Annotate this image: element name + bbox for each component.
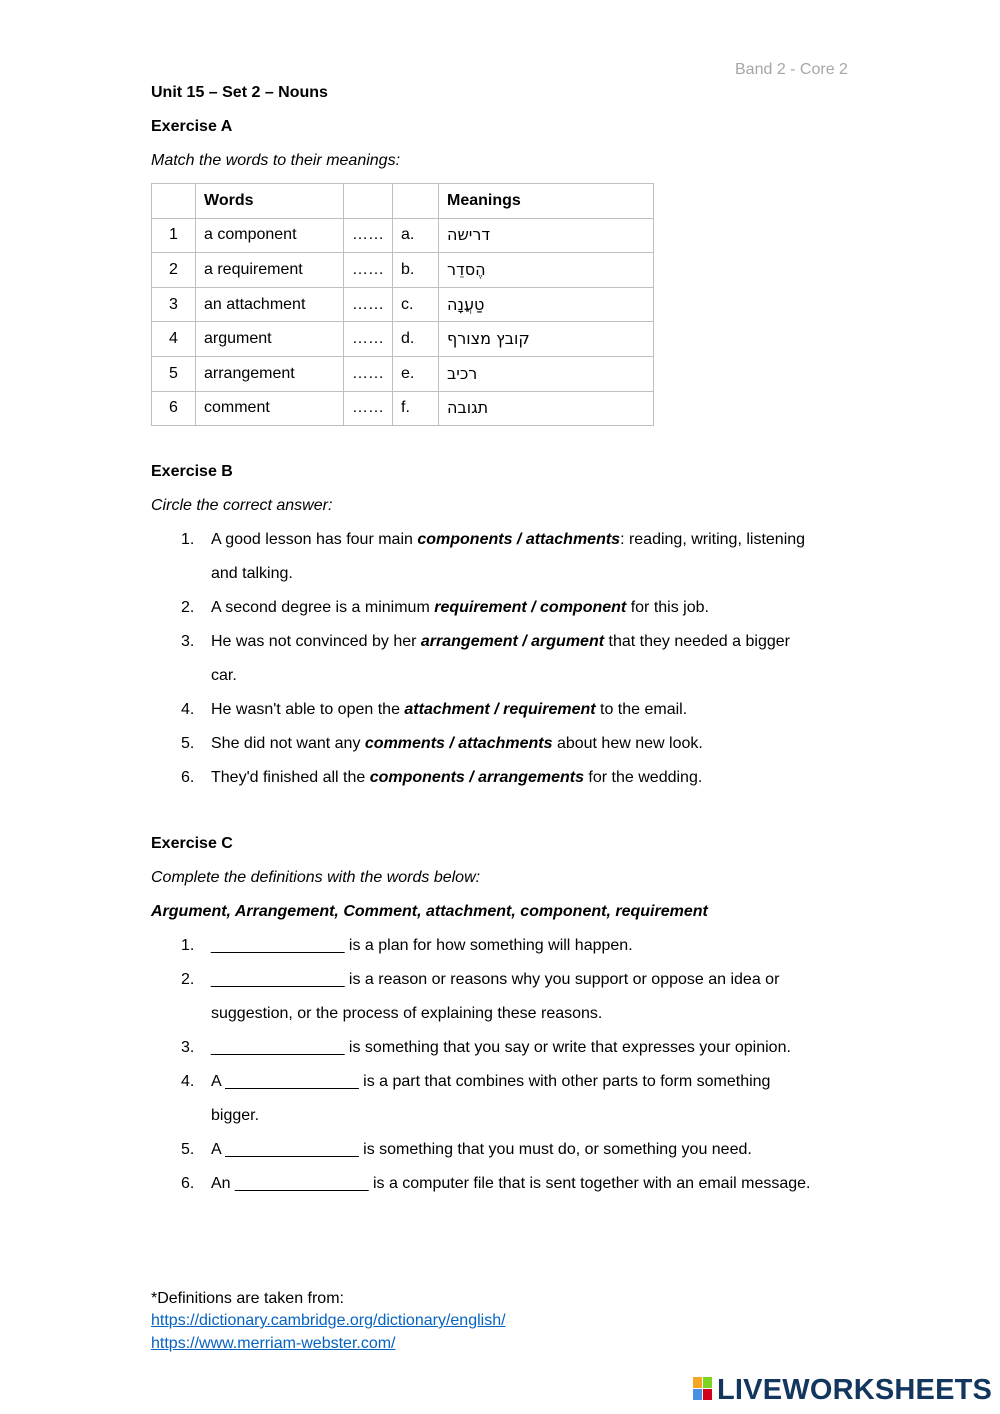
- answer-choice[interactable]: comments / attachments: [364, 735, 553, 752]
- row-letter: d.: [393, 322, 439, 357]
- liveworksheets-logo-icon: [693, 1377, 712, 1401]
- exercise-b-list: [151, 523, 871, 795]
- table-header-row: [152, 184, 654, 219]
- footer-note: *Definitions are taken from:: [151, 1290, 344, 1307]
- answer-blank[interactable]: ……: [344, 356, 393, 391]
- row-word: a component: [196, 218, 344, 253]
- cambridge-link[interactable]: https://dictionary.cambridge.org/dictionary/english/: [151, 1312, 506, 1329]
- row-letter: a.: [393, 218, 439, 253]
- answer-choice[interactable]: components / arrangements: [369, 769, 584, 786]
- row-meaning: הֶסדֵר: [447, 259, 486, 279]
- list-item[interactable]: 4. A _______________ is a part that combines with other parts to form something bigger.: [181, 1073, 771, 1124]
- table-row: [152, 356, 654, 391]
- table-row: [152, 391, 654, 426]
- answer-blank[interactable]: ……: [344, 218, 393, 253]
- list-item: 6. They'd finished all the components / arrangements for the wedding.: [181, 769, 703, 786]
- row-meaning: תגובה: [447, 398, 489, 418]
- page-title: Unit 15 – Set 2 – Nouns: [151, 84, 328, 101]
- band-label: Band 2 - Core 2: [735, 61, 848, 78]
- list-item: 1. A good lesson has four main components / attachments: reading, writing, listening and talking.: [181, 531, 806, 582]
- row-meaning: קובץ מצורף: [447, 329, 530, 349]
- row-word: a requirement: [196, 253, 344, 288]
- exercise-c-list: [151, 929, 871, 1201]
- row-number: 3: [152, 287, 196, 322]
- list-item[interactable]: 2. _______________ is a reason or reasons why you support or oppose an idea or suggestion, or the process of explaining these reasons.: [181, 971, 780, 1022]
- row-letter: e.: [393, 356, 439, 391]
- row-word: argument: [196, 322, 344, 357]
- list-item: 3. He was not convinced by her arrangement / argument that they needed a bigger car.: [181, 633, 790, 684]
- row-letter: b.: [393, 253, 439, 288]
- answer-choice[interactable]: arrangement / argument: [420, 633, 605, 650]
- row-number: 6: [152, 391, 196, 426]
- exercise-c-heading: Exercise C: [151, 835, 233, 852]
- merriam-webster-link[interactable]: https://www.merriam-webster.com/: [151, 1335, 396, 1352]
- liveworksheets-brand[interactable]: LIVEWORKSHEETS: [717, 1374, 993, 1406]
- list-item: 4. He wasn't able to open the attachment / requirement to the email.: [181, 701, 688, 718]
- row-letter: c.: [393, 287, 439, 322]
- answer-choice[interactable]: attachment / requirement: [404, 701, 596, 718]
- answer-blank[interactable]: ……: [344, 391, 393, 426]
- table-row: [152, 218, 654, 253]
- row-number: 5: [152, 356, 196, 391]
- list-item: 2. A second degree is a minimum requirement / component for this job.: [181, 599, 709, 616]
- row-word: an attachment: [196, 287, 344, 322]
- list-item: 5. She did not want any comments / attachments about hew new look.: [181, 735, 703, 752]
- list-item[interactable]: 3. _______________ is something that you say or write that expresses your opinion.: [181, 1039, 791, 1056]
- exercise-b-heading: Exercise B: [151, 463, 233, 480]
- row-meaning: דרישה: [447, 225, 491, 245]
- row-number: 1: [152, 218, 196, 253]
- table-row: [152, 253, 654, 288]
- row-number: 4: [152, 322, 196, 357]
- matching-table: [151, 183, 654, 426]
- row-word: comment: [196, 391, 344, 426]
- row-number: 2: [152, 253, 196, 288]
- col-meanings: Meanings: [439, 184, 654, 219]
- table-row: [152, 322, 654, 357]
- row-letter: f.: [393, 391, 439, 426]
- answer-choice[interactable]: requirement / component: [434, 599, 627, 616]
- answer-choice[interactable]: components / attachments: [417, 531, 621, 548]
- row-word: arrangement: [196, 356, 344, 391]
- exercise-a-instruction: Match the words to their meanings:: [151, 152, 401, 169]
- col-words: Words: [196, 184, 344, 219]
- exercise-b-instruction: Circle the correct answer:: [151, 497, 333, 514]
- answer-blank[interactable]: ……: [344, 287, 393, 322]
- table-row: [152, 287, 654, 322]
- row-meaning: רכיב: [447, 363, 478, 383]
- word-bank: Argument, Arrangement, Comment, attachment, component, requirement: [151, 903, 708, 920]
- answer-blank[interactable]: ……: [344, 253, 393, 288]
- answer-blank[interactable]: ……: [344, 322, 393, 357]
- row-meaning: טַעֲנָה: [447, 294, 485, 314]
- exercise-c-instruction: Complete the definitions with the words below:: [151, 869, 481, 886]
- list-item[interactable]: 6. An _______________ is a computer file that is sent together with an email message.: [181, 1175, 811, 1192]
- list-item[interactable]: 1. _______________ is a plan for how something will happen.: [181, 937, 633, 954]
- list-item[interactable]: 5. A _______________ is something that you must do, or something you need.: [181, 1141, 752, 1158]
- exercise-a-heading: Exercise A: [151, 118, 233, 135]
